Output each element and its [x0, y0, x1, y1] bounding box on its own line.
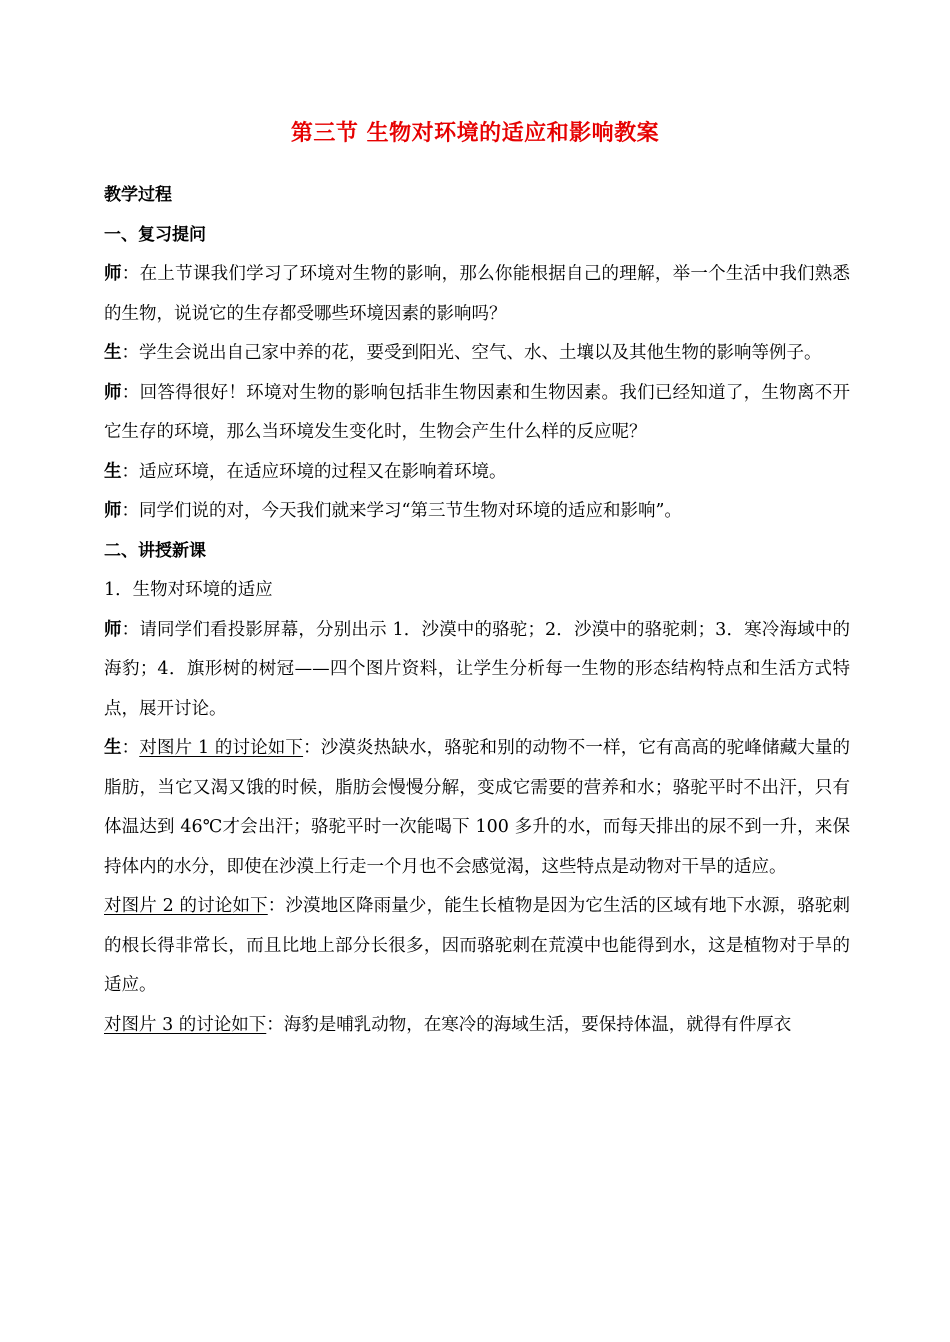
dialogue-paragraph: 生：对图片 1 的讨论如下：沙漠炎热缺水，骆驼和别的动物不一样，它有高高的驼峰储藏大量的脂肪，当它又渴又饿的时候，脂肪会慢慢分解，变成它需要的营养和水；骆驼平时不出汗，只有体温达到 46℃才会出汗；骆驼平时一次能喝下 100 多升的水，而每天排出的尿不到一升，来保持体内的水分，即使在沙漠上行走一个月也不会感觉渴，这些特点是动物对干旱的适应。: [104, 738, 851, 877]
paragraph-text: 学生会说出自己家中养的花，要受到阳光、空气、水、土壤以及其他生物的影响等例子。: [139, 343, 822, 363]
paragraph-text: 在上节课我们学习了环境对生物的影响，那么你能根据自己的理解，举一个生活中我们熟悉的生物，说说它的生存都受哪些环境因素的影响吗？: [104, 264, 851, 324]
paragraph-text: 适应环境，在适应环境的过程又在影响着环境。: [139, 461, 507, 482]
dialogue-paragraph: 生：适应环境，在适应环境的过程又在影响着环境。: [104, 461, 507, 482]
speaker-label: 生: [104, 738, 122, 758]
dialogue-paragraph: 师：回答得很好！环境对生物的影响包括非生物因素和生物因素。我们已经知道了，生物离不开它生存的环境，那么当环境发生变化时，生物会产生什么样的反应呢？: [104, 382, 851, 442]
subheading-adaptation: 1．生物对环境的适应: [104, 580, 273, 600]
speaker-label: 师: [104, 264, 122, 284]
paragraph-text: 回答得很好！环境对生物的影响包括非生物因素和生物因素。我们已经知道了，生物离不开它生存的环境，那么当环境发生变化时，生物会产生什么样的反应呢？: [104, 382, 851, 442]
discussion-label: 对图片 3 的讨论如下: [104, 1014, 267, 1035]
heading-teaching-process: 教学过程: [104, 185, 172, 205]
section-heading-review: 一、复习提问: [104, 224, 206, 245]
speaker-label: 师: [104, 619, 122, 640]
speaker-label: 生: [104, 343, 122, 363]
paragraph-text: ：沙漠炎热缺水，骆驼和别的动物不一样，它有高高的驼峰储藏大量的脂肪，当它又渴又饿的时候，脂肪会慢慢分解，变成它需要的营养和水；骆驼平时不出汗，只有体温达到 46℃才会出汗；骆驼平时一次能喝下 100 多升的水，而每天排出的尿不到一升，来保持体内的水分，即使在沙漠上行走一个月也不会感觉渴，这些特点是动物对干旱的适应。: [104, 738, 851, 877]
dialogue-paragraph: 师：同学们说的对，今天我们就来学习“第三节生物对环境的适应和影响”。: [104, 501, 682, 521]
discussion-label: 对图片 2 的讨论如下: [104, 896, 268, 916]
dialogue-paragraph: 师：请同学们看投影屏幕，分别出示 1．沙漠中的骆驼；2．沙漠中的骆驼刺；3．寒冷海域中的海豹；4．旗形树的树冠——四个图片资料，让学生分析每一生物的形态结构特点和生活方式特点，展开讨论。: [104, 619, 850, 719]
dialogue-paragraph: 生：学生会说出自己家中养的花，要受到阳光、空气、水、土壤以及其他生物的影响等例子。: [104, 343, 822, 363]
section-heading-new-lesson: 二、讲授新课: [104, 540, 206, 561]
document-title: 第三节 生物对环境的适应和影响教案: [290, 121, 660, 146]
speaker-label: 师: [104, 501, 122, 521]
speaker-label: 师: [104, 382, 122, 403]
paragraph-text: ：沙漠地区降雨量少，能生长植物是因为它生活的区域有地下水源，骆驼刺的根长得非常长，而且比地上部分长很多，因而骆驼刺在荒漠中也能得到水，这是植物对于旱的适应。: [104, 896, 850, 995]
paragraph-text: 同学们说的对，今天我们就来学习“第三节生物对环境的适应和影响”。: [139, 501, 682, 521]
discussion-label: 对图片 1 的讨论如下: [139, 738, 304, 758]
paragraph-text: 请同学们看投影屏幕，分别出示 1．沙漠中的骆驼；2．沙漠中的骆驼刺；3．寒冷海域中的海豹；4．旗形树的树冠——四个图片资料，让学生分析每一生物的形态结构特点和生活方式特点，展开讨论。: [104, 619, 850, 719]
speaker-label: 生: [104, 461, 122, 482]
document-body: [104, 176, 850, 1045]
discussion-paragraph: [104, 887, 850, 1006]
dialogue-paragraph: 师：在上节课我们学习了环境对生物的影响，那么你能根据自己的理解，举一个生活中我们熟悉的生物，说说它的生存都受哪些环境因素的影响吗？: [104, 264, 851, 324]
paragraph-text: ：海豹是哺乳动物，在寒冷的海域生活，要保持体温，就得有件厚衣: [266, 1014, 792, 1035]
discussion-paragraph: [104, 1006, 850, 1046]
